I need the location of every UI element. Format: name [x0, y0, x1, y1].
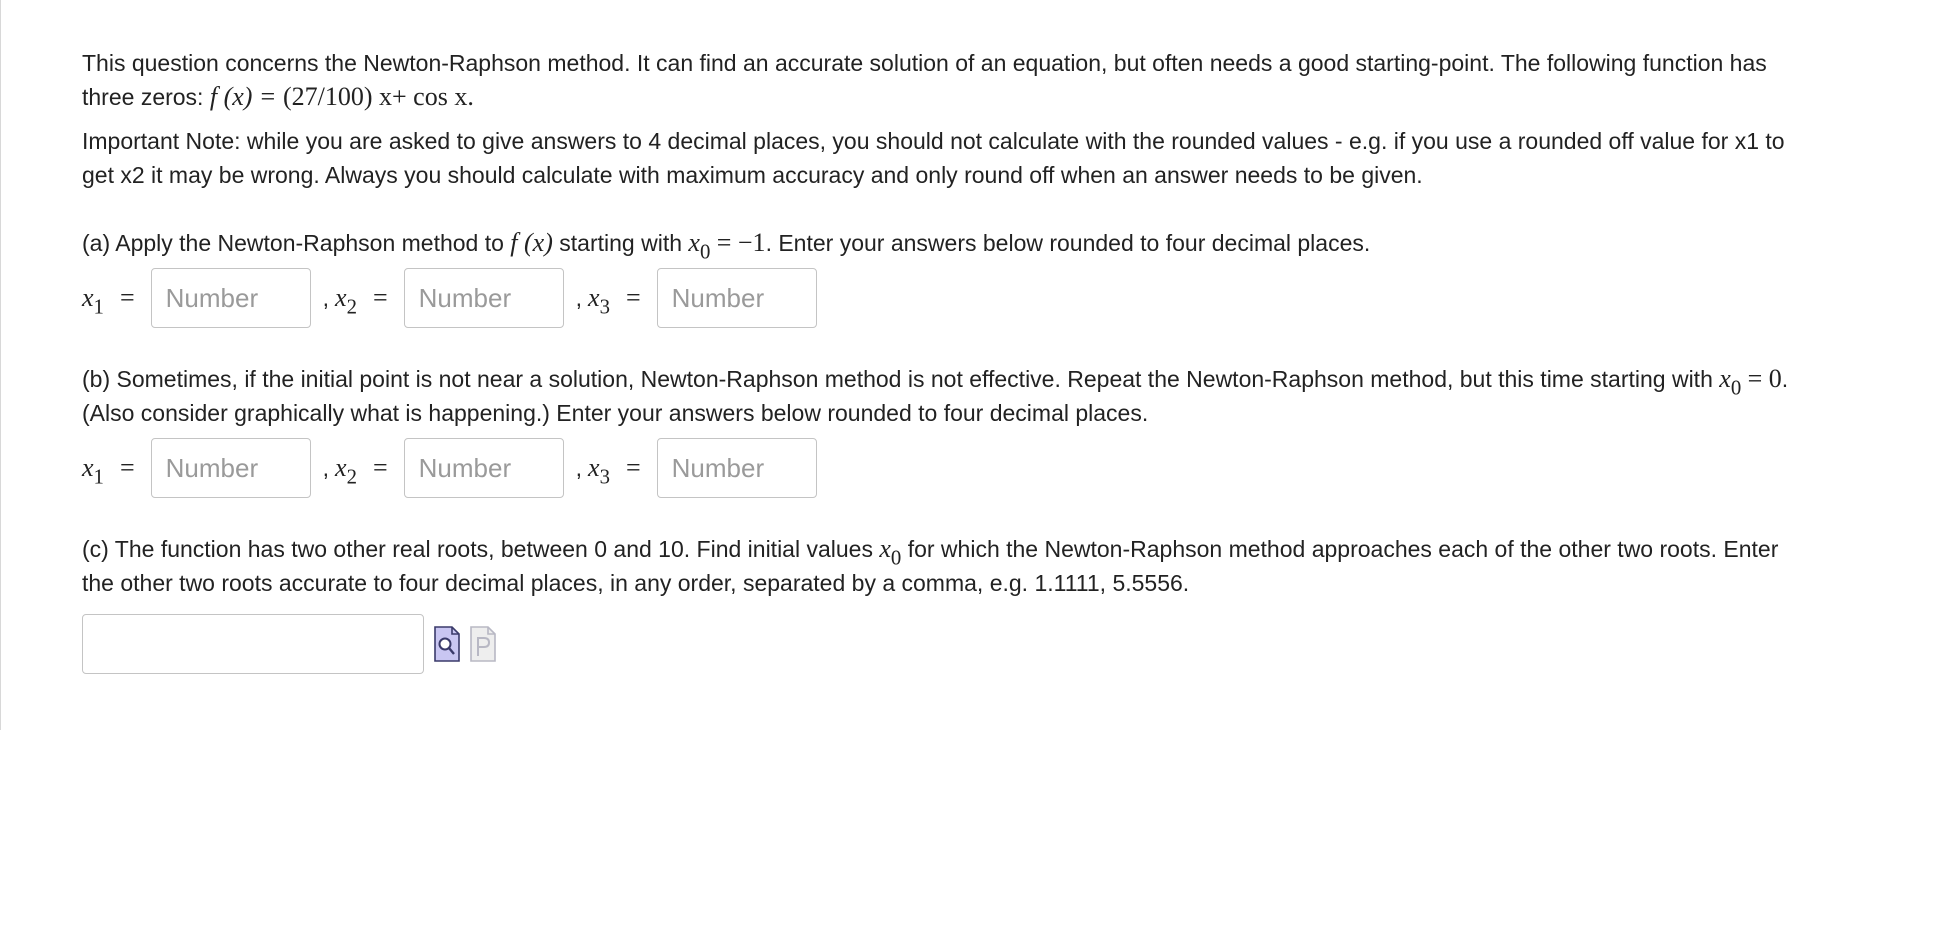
equals-sign: = [625, 283, 641, 312]
part-b-x2-input[interactable] [404, 438, 564, 498]
part-b [82, 362, 1802, 498]
part-a-x3-input[interactable] [657, 268, 817, 328]
comma: , [575, 455, 583, 481]
x1-label: $x_1$ [82, 453, 104, 489]
part-b-x1-input[interactable] [151, 438, 311, 498]
left-border [0, 0, 1, 730]
x1-label: $x_1$ [82, 283, 104, 319]
preview-doc-icon[interactable] [434, 626, 460, 662]
part-a-prefix: (a) Apply the Newton-Raphson method to [82, 230, 504, 256]
function-rhs: (27/100) x+ cos x. [282, 82, 474, 111]
part-b-answer-row [82, 438, 1802, 498]
part-b-prompt [82, 362, 1802, 430]
part-a-x2-input[interactable] [404, 268, 564, 328]
equals-sign: = [119, 453, 135, 482]
x2-label: $x_2$ [335, 453, 357, 489]
equals-sign: = [372, 283, 388, 312]
part-b-start-value: = 0 [1747, 364, 1782, 393]
x3-label: $x_3$ [588, 283, 610, 319]
equals-sign: = [372, 453, 388, 482]
part-c-roots-input[interactable] [82, 614, 424, 674]
part-c-prompt [82, 532, 1802, 600]
part-a-fx: f (x) [510, 228, 553, 257]
part-a-x0: $x_0$ [688, 228, 711, 264]
part-a-answer-row [82, 268, 1802, 328]
intro-paragraph [82, 46, 1802, 114]
intro-text: This question concerns the Newton-Raphson method. It can find an accurate solution of an equation, but often needs a good starting-point. The following function has three zeros: [82, 50, 1767, 110]
part-c-answer-row [82, 614, 1802, 674]
part-b-prefix: (b) Sometimes, if the initial point is not near a solution, Newton-Raphson method is not effective. Repeat the Newton-Raphson method, but this time starting with [82, 366, 1713, 392]
part-a [82, 226, 1802, 328]
comma: , [322, 285, 330, 311]
x3-label: $x_3$ [588, 453, 610, 489]
equals-sign: = [625, 453, 641, 482]
part-b-x0: $x_0$ [1719, 364, 1742, 400]
syntax-help-icon[interactable] [470, 626, 496, 662]
comma: , [322, 455, 330, 481]
important-note: Important Note: while you are asked to give answers to 4 decimal places, you should not calculate with the rounded values - e.g. if you use a rounded off value for x1 to get x2 it may be wrong. Always you should calculate with maximum accuracy and only round off when an answer needs to be given. [82, 128, 1785, 188]
part-a-x1-input[interactable] [151, 268, 311, 328]
equals-sign: = [119, 283, 135, 312]
comma: , [575, 285, 583, 311]
part-a-suffix: . Enter your answers below rounded to four decimal places. [765, 230, 1371, 256]
part-a-prompt [82, 226, 1802, 264]
function-lhs: f (x) = [209, 82, 283, 111]
part-a-start-value: = −1 [716, 228, 766, 257]
x2-label: $x_2$ [335, 283, 357, 319]
part-c-x0: $x_0$ [879, 534, 902, 570]
part-c [82, 532, 1802, 674]
part-b-x3-input[interactable] [657, 438, 817, 498]
part-b-suffix: . (Also consider graphically what is happening.) Enter your answers below rounded to four decimal places. [82, 366, 1789, 426]
part-c-prefix: (c) The function has two other real roots, between 0 and 10. Find initial values [82, 536, 873, 562]
question-body [82, 46, 1802, 674]
part-a-mid: starting with [559, 230, 682, 256]
part-c-suffix: for which the Newton-Raphson method approaches each of the other two roots. Enter the other two roots accurate to four decimal places, in any order, separated by a comma, e.g. 1.1111, 5.5556. [82, 536, 1779, 596]
